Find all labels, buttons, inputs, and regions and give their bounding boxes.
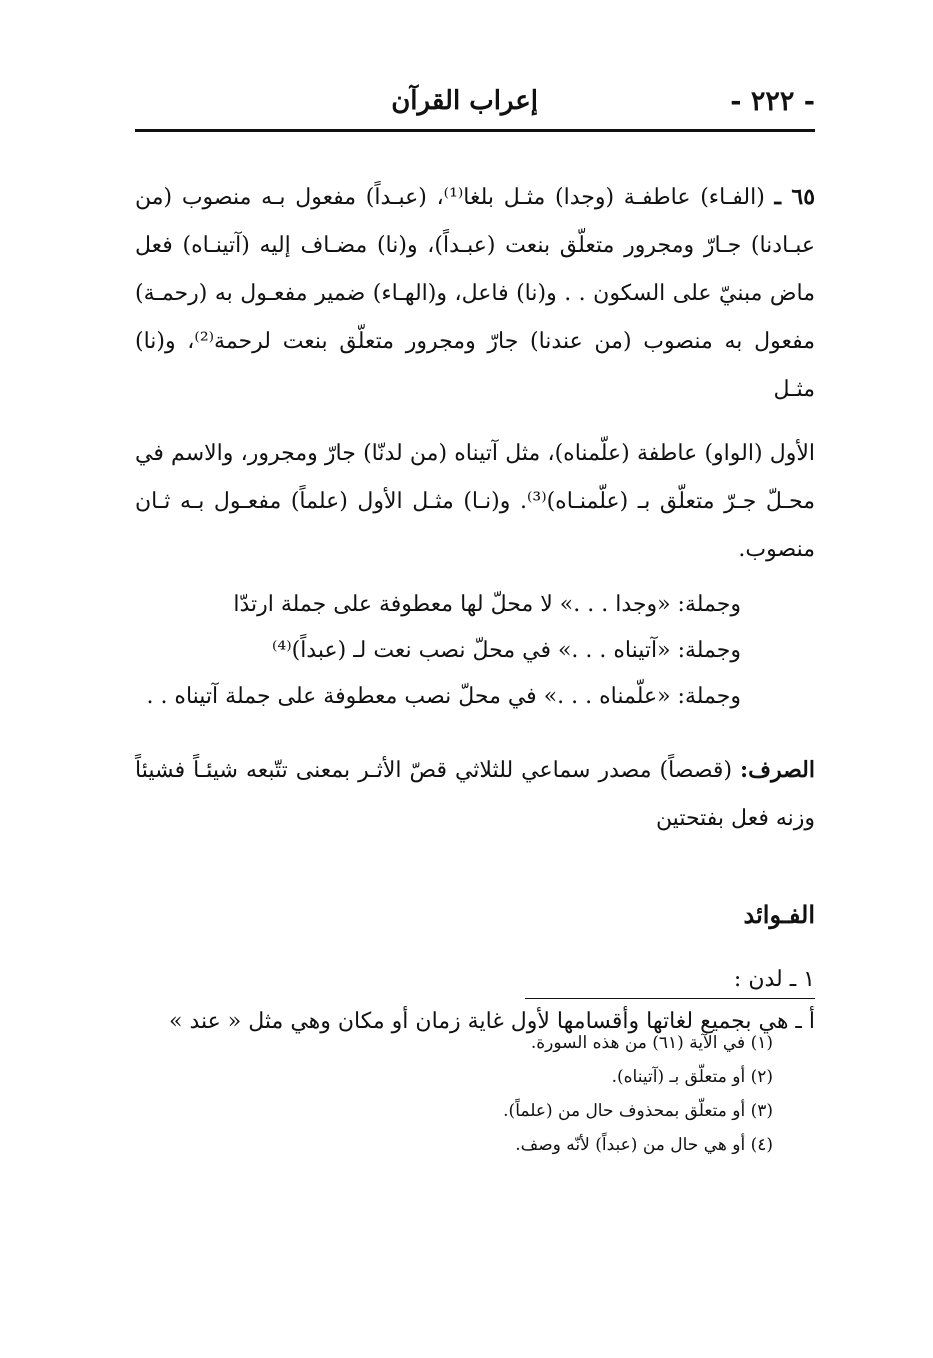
benefit-subitem: أ ـ هي بجميع لغاتها وأقسامها لأول غاية زمان أو مكان وهي مثل « عند » — [169, 1009, 815, 1034]
footnote-divider — [525, 998, 815, 999]
header-divider — [135, 129, 815, 132]
running-title: إعراب القرآن — [391, 86, 538, 116]
verse-number: ٦٥ ـ — [774, 184, 816, 210]
sentence-line: وجملة: «آتيناه . . .» في محلّ نصب نعت لـ (عبداً)⁽⁴⁾ — [271, 638, 741, 663]
footnote: (٤) أو هي حال من (عبداً) لأنّه وصف. — [515, 1135, 773, 1155]
sentence-line: وجملة: «وجدا . . .» لا محلّ لها معطوفة على جملة ارتدّا — [233, 592, 741, 617]
main-text — [135, 173, 815, 1043]
sarf-text: (قصصاً) مصدر سماعي للثلاثي قصّ الأثـر بمعنى تتّبعه شيئـاً فشيئاً وزنه فعل بفتحتين — [135, 758, 815, 831]
page-header — [135, 86, 815, 126]
sentence-line: وجملة: «علّمناه . . .» في محلّ نصب معطوفة على جملة آتيناه . . — [146, 684, 741, 709]
sentences-list — [135, 582, 741, 720]
paragraph-65 — [135, 173, 815, 414]
footnote: (١) في الآية (٦١) من هذه السورة. — [530, 1033, 773, 1053]
paragraph-text: (الفـاء) عاطفـة (وجدا) مثـل بلغا⁽¹⁾، (عبـداً) مفعول بـه منصوب (من عبـادنا) جـارّ ومجرور متعلّق بنعت (عبـداً)، و(نا) مضـاف إليه (آتينـاه) فعل ماض مبنيّ على السكون . . و(نا) فاعل، و(الهـاء) ضمير مفعـول به (رحمـة) مفعول به منصوب (من عندنا) جارّ ومجرور متعلّق بنعت لرحمة⁽²⁾، و(نا) مثـل — [135, 185, 815, 402]
benefit-item: ١ ـ لدن : — [733, 967, 815, 992]
footnote: (٢) أو متعلّق بـ (آتيناه). — [611, 1067, 773, 1087]
page-number: - ٢٢٢ - — [730, 86, 815, 117]
footnotes — [503, 1026, 773, 1162]
paragraph-2: الأول (الواو) عاطفة (علّمناه)، مثل آتيناه (من لدنّا) جارّ ومجرور، والاسم في محـلّ جـرّ متعلّق بـ (علّمنـاه)⁽³⁾. و(نـا) مثـل الأول (علماً) مفعـول بـه ثـان منصوب. — [135, 441, 815, 562]
sarf-paragraph — [135, 746, 815, 843]
footnote: (٣) أو متعلّق بمحذوف حال من (علماً). — [503, 1101, 773, 1121]
benefits-heading: الفـوائد — [743, 900, 815, 929]
sarf-label: الصرف: — [740, 757, 815, 783]
